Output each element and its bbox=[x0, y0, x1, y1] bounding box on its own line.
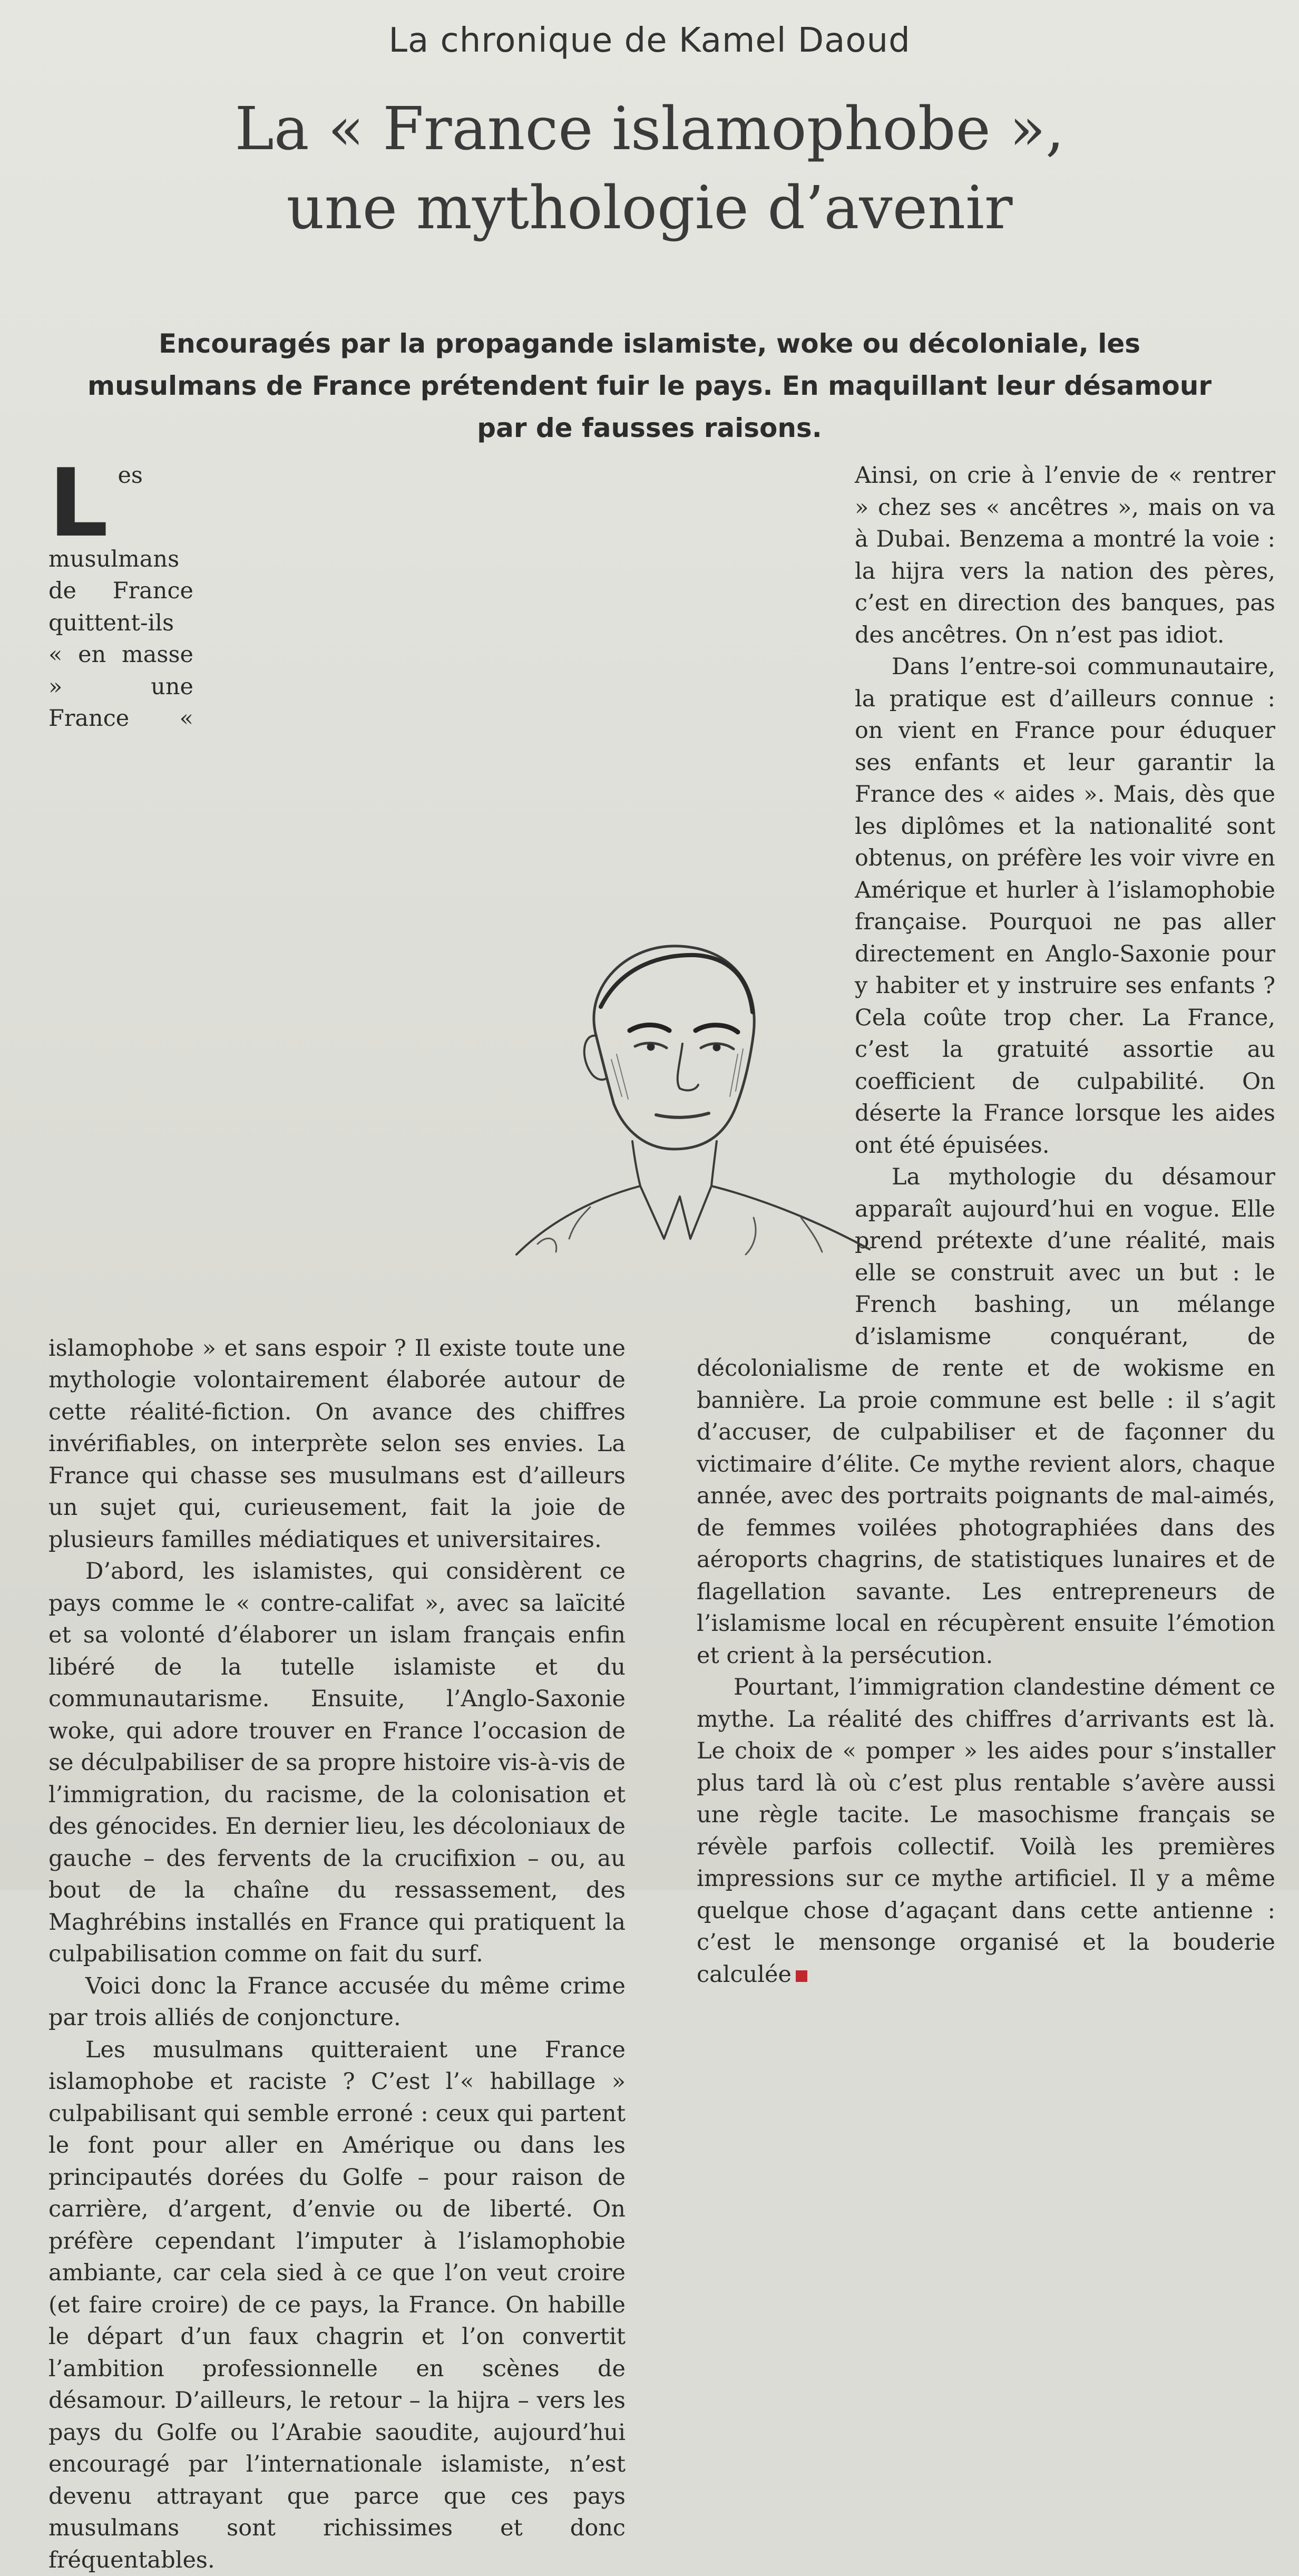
headline bbox=[0, 90, 1299, 248]
standfirst: Encouragés par la propagande islamiste, woke ou décoloniale, les musulmans de France prétendent fuir le pays. En maquillant leur désamour par de fausses raisons. bbox=[79, 323, 1220, 449]
headline-line-2: une mythologie d’avenir bbox=[287, 174, 1013, 242]
paragraph: La mythologie du désamour apparaît aujourd’hui en vogue. Elle prend prétexte d’une réalité, mais elle se construit avec un but : le French bashing, un mélange d’islamisme conquérant, de décolonialisme de rente et de wokisme en bannière. La proie commune est belle : il s’agit d’accuser, de culpabiliser et de façonner du victimaire d’élite. Ce mythe revient alors, chaque année, avec des portraits poignants de mal-aimés, de femmes voilées photographiées dans des aéroports chagrins, de statistiques lunaires et de flagellation savante. Les entrepreneurs de l’islamisme local en récupèrent ensuite l’émotion et crient à la persécution. bbox=[697, 1161, 1275, 1671]
paragraph: Dans l’entre-soi communautaire, la pratique est d’ailleurs connue : on vient en France pour éduquer ses enfants et leur garantir la France des « aides ». Mais, dès que les diplômes et la nationalité sont obtenus, on préfère les voir vivre en Amérique et hurler à l’islamophobie française. Pourquoi ne pas aller directement en Anglo-Saxonie pour y habiter et y instruire ses enfants ? Cela coûte trop cher. La France, c’est la gratuité assortie au coefficient de culpabilité. On déserte la France lorsque les aides ont été épuisées. bbox=[697, 651, 1275, 1161]
column-kicker: La chronique de Kamel Daoud bbox=[0, 21, 1299, 60]
drop-cap: L bbox=[48, 464, 108, 543]
paragraph: Pourtant, l’immigration clandestine dément ce mythe. La réalité des chiffres d’arrivants est là. Le choix de « pomper » les aides pour s’installer plus tard là où c’est plus rentable s’avère aussi une règle tacite. Le masochisme français se révèle parfois collectif. Voilà les premières impressions sur ce mythe artificiel. Il y a même quelque chose d’agaçant dans cette antienne : c’est le mensonge organisé et la bouderie calculée bbox=[697, 1671, 1275, 1990]
headline-line-1: La « France islamophobe », bbox=[235, 95, 1064, 163]
sketch-portrait-icon bbox=[506, 922, 885, 1260]
article-column-left bbox=[48, 460, 626, 2576]
end-mark-icon bbox=[796, 1970, 807, 1982]
paragraph: Voici donc la France accusée du même crime par trois alliés de conjoncture. bbox=[48, 1970, 626, 2034]
paragraph: Les musulmans de France quittent-ils « en masse » une France « islamophobe » et sans espoir ? Il existe toute une mythologie volontairement élaborée autour de cette réalité-fiction. On avance des chiffres invérifiables, on interprète selon ses envies. La France qui chasse ses musulmans est d’ailleurs un sujet qui, curieusement, fait la joie de plusieurs familles médiatiques et universitaires. bbox=[48, 460, 626, 1556]
paragraph: Les musulmans quitteraient une France islamophobe et raciste ? C’est l’« habillage » culpabilisant qui semble erroné : ceux qui partent le font pour aller en Amérique ou dans les principautés dorées du Golfe – pour raison de carrière, d’argent, d’envie ou de liberté. On préfère cependant l’imputer à l’islamophobie ambiante, car cela sied à ce que l’on veut croire (et faire croire) de ce pays, la France. On habille le départ d’un faux chagrin et l’on convertit l’ambition professionnelle en scènes de désamour. D’ailleurs, le retour – la hijra – vers les pays du Golfe ou l’Arabie saoudite, aujourd’hui encouragé par l’internationale islamiste, n’est devenu attrayant que parce que ces pays musulmans sont richissimes et donc fréquentables. bbox=[48, 2034, 626, 2576]
paragraph: Ainsi, on crie à l’envie de « rentrer » chez ses « ancêtres », mais on va à Dubai. Benzema a montré la voie : la hijra vers la nation des pères, c’est en direction des banques, pas des ancêtres. On n’est pas idiot. bbox=[697, 460, 1275, 651]
paragraph: D’abord, les islamistes, qui considèrent ce pays comme le « contre-califat », avec sa laïcité et sa volonté d’élaborer un islam français enfin libéré de la tutelle islamiste et du communautarisme. Ensuite, l’Anglo-Saxonie woke, qui adore trouver en France l’occasion de se déculpabiliser de sa propre histoire vis-à-vis de l’immigration, du racisme, de la colonisation et des génocides. En dernier lieu, les décoloniaux de gauche – des fervents de la crucifixion – ou, au bout de la chaîne du ressassement, des Maghrébins installés en France qui pratiquent la culpabilisation comme on fait du surf. bbox=[48, 1556, 626, 1970]
